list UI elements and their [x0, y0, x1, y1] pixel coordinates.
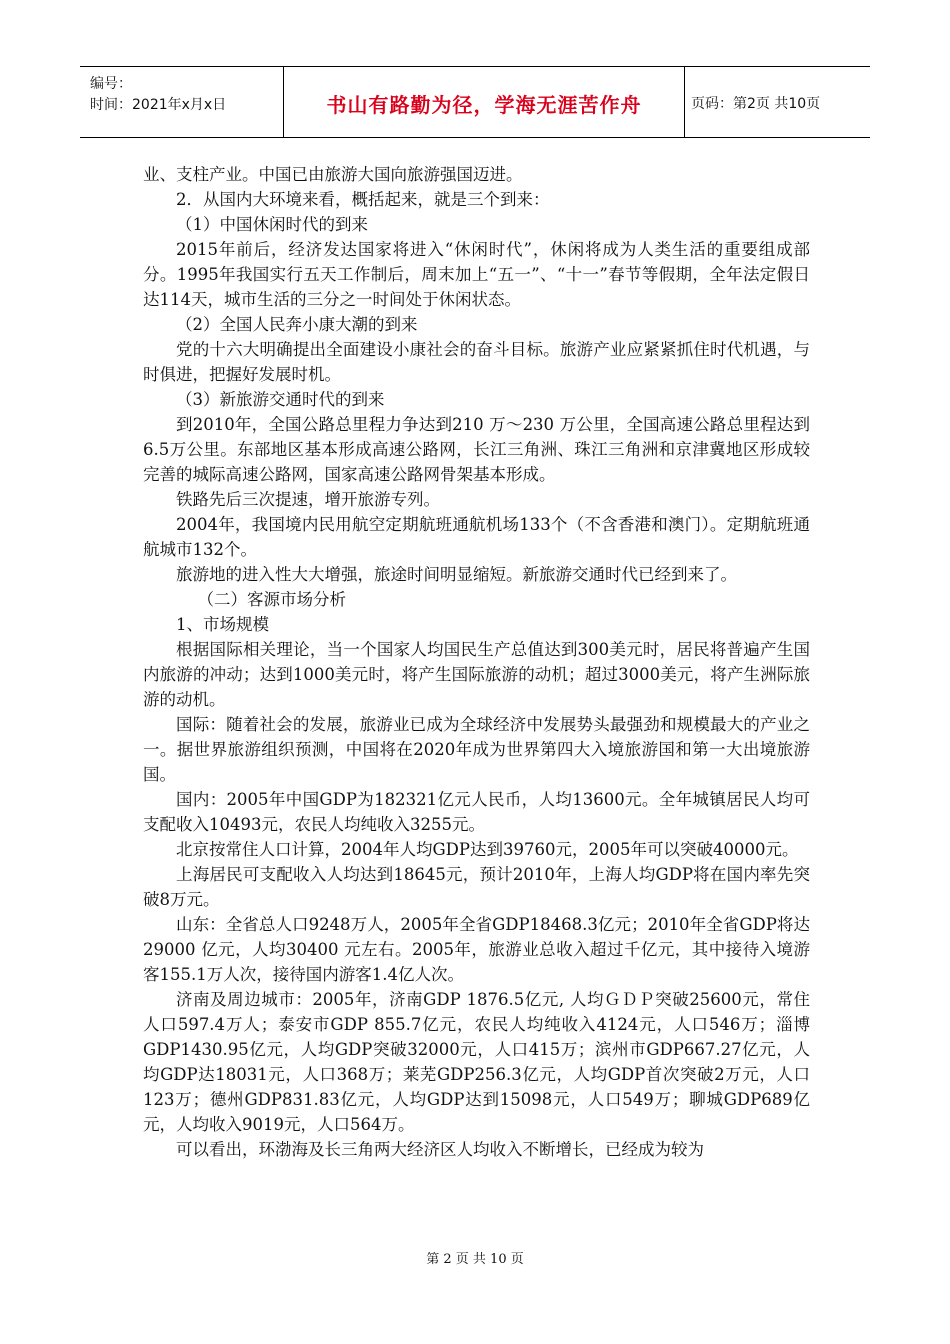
- paragraph: 业、支柱产业。中国已由旅游大国向旅游强国迈进。: [143, 165, 523, 184]
- header-motto: 书山有路勤为径，学海无涯苦作舟: [326, 93, 642, 117]
- sub-heading: （1）中国休闲时代的到来: [176, 215, 368, 234]
- sub-heading: 1、市场规模: [176, 615, 269, 634]
- header-page-cell: [685, 67, 870, 137]
- paragraph: 2015年前后，经济发达国家将进入“休闲时代”，休闲将成为人类生活的重要组成部分。1995年我国实行五天工作制后，周末加上“五一”、“十一”春节等假期，全年法定假日达114天，城市生活的三分之一时间处于休闲状态。: [143, 240, 810, 309]
- paragraph: 根据国际相关理论，当一个国家人均国民生产总值达到300美元时，居民将普遍产生国内旅游的冲动；达到1000美元时，将产生国际旅游的动机；超过3000美元，将产生洲际旅游的动机。: [143, 640, 810, 709]
- page-header: [80, 66, 870, 138]
- section-heading: 2．从国内大环境来看，概括起来，就是三个到来：: [176, 190, 550, 209]
- paragraph: 山东：全省总人口9248万人，2005年全省GDP18468.3亿元；2010年全省GDP将达 29000 亿元，人均30400 元左右。2005年，旅游业总收入超过千亿元，其中接待入境游客155.1万人次，接待国内游客1.4亿人次。: [143, 915, 810, 984]
- paragraph: 可以看出，环渤海及长三角两大经济区人均收入不断增长，已经成为较为: [176, 1140, 704, 1159]
- paragraph: 上海居民可支配收入人均达到18645元，预计2010年，上海人均GDP将在国内率先突破8万元。: [143, 865, 810, 909]
- paragraph: 济南及周边城市：2005年，济南GDP 1876.5亿元, 人均ＧＤＰ突破25600元，常住人口597.4万人；泰安市GDP 855.7亿元，农民人均纯收入4124元，人口546万；淄博GDP1430.95亿元，人均GDP突破32000元，人口415万；滨州市GDP667.27亿元，人均GDP达18031元，人口368万；莱芜GDP256.3亿元，人均GDP首次突破2万元，人口123万；德州GDP831.83亿元，人均GDP达到15098元，人口549万；聊城GDP689亿元，人均收入9019元，人口564万。: [143, 990, 810, 1134]
- page-footer: 第 2 页 共 10 页: [426, 1252, 524, 1267]
- sub-heading: （2）全国人民奔小康大潮的到来: [176, 315, 418, 334]
- paragraph: 到2010年，全国公路总里程力争达到210 万～230 万公里，全国高速公路总里程达到6.5万公里。东部地区基本形成高速公路网，长江三角洲、珠江三角洲和京津冀地区形成较完善的城际高速公路网，国家高速公路网骨架基本形成。: [143, 415, 810, 484]
- paragraph: 旅游地的进入性大大增强，旅途时间明显缩短。新旅游交通时代已经到来了。: [176, 565, 737, 584]
- paragraph: 2004年，我国境内民用航空定期航班通航机场133个（不含香港和澳门）。定期航班通航城市132个。: [143, 515, 810, 559]
- paragraph: 国内：2005年中国GDP为182321亿元人民币，人均13600元。全年城镇居民人均可支配收入10493元，农民人均纯收入3255元。: [143, 790, 810, 834]
- paragraph: 铁路先后三次提速，增开旅游专列。: [176, 490, 440, 509]
- sub-heading: （3）新旅游交通时代的到来: [176, 390, 385, 409]
- header-motto-cell: [284, 67, 685, 137]
- paragraph: 党的十六大明确提出全面建设小康社会的奋斗目标。旅游产业应紧紧抓住时代机遇，与时俱进，把握好发展时机。: [143, 340, 810, 384]
- header-page-number: 页码：第2页 共10页: [691, 96, 821, 112]
- document-number-label: 编号：: [90, 76, 132, 92]
- paragraph: 北京按常住人口计算，2004年人均GDP达到39760元，2005年可以突破40000元。: [176, 840, 799, 859]
- section-heading: （二）客源市场分析: [197, 590, 346, 609]
- header-meta-cell: [80, 67, 284, 137]
- paragraph: 国际：随着社会的发展，旅游业已成为全球经济中发展势头最强劲和规模最大的产业之一。据世界旅游组织预测，中国将在2020年成为世界第四大入境旅游国和第一大出境旅游国。: [143, 715, 810, 784]
- document-body: [143, 162, 810, 1162]
- document-date-label: 时间：2021年x月x日: [90, 97, 227, 113]
